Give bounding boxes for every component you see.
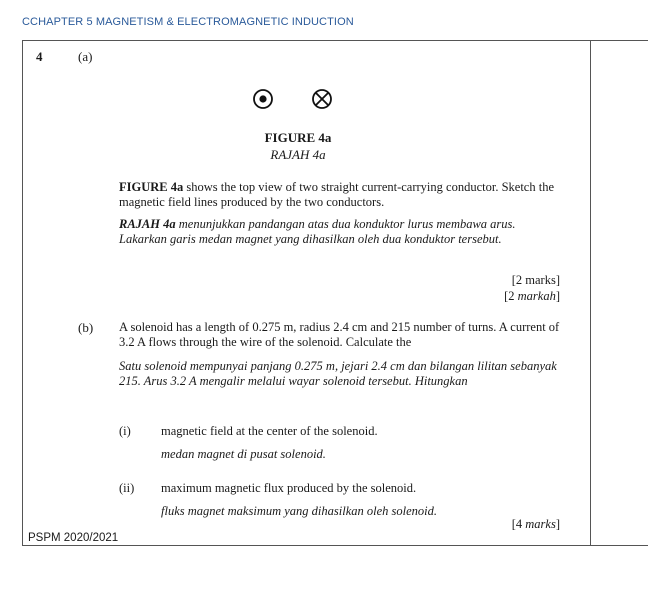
sub-ii-text-ms: fluks magnet maksimum yang dihasilkan oleh solenoid. [161, 504, 438, 518]
chapter-header: CCHAPTER 5 MAGNETISM & ELECTROMAGNETIC INDUCTION [22, 16, 354, 28]
part-a-marks-ms-word: markah [517, 289, 556, 303]
sub-ii-label: (ii) [119, 481, 135, 495]
figure-reference: FIGURE 4a [119, 180, 184, 194]
part-a-marks-ms-open: [2 [504, 289, 518, 303]
part-b-text-en: A solenoid has a length of 0.275 m, radius 2.4 cm and 215 number of turns. A current of 3.2 A flows through the wire of the solenoid. Calculate the [119, 320, 560, 349]
part-b-marks-open: [4 [511, 517, 526, 531]
part-a-marks-ms-close: ] [555, 289, 560, 303]
figure-title: FIGURE 4a [264, 130, 332, 145]
part-b-label: (b) [78, 320, 94, 335]
current-into-page-icon [313, 90, 331, 108]
part-a-text-ms-body: menunjukkan pandangan atas dua konduktor lurus membawa arus. Lakarkan garis medan magnet yang dihasilkan oleh dua konduktor tersebut. [119, 217, 516, 246]
part-a-marks-ms [504, 289, 560, 304]
part-a-text-en-body: shows the top view of two straight current-carrying conductor. Sketch the magnetic field lines produced by the two conductors. [119, 180, 554, 209]
part-a-text-ms [119, 217, 561, 247]
part-a-marks-en: [2 marks] [511, 273, 560, 287]
figure-4a-diagram [253, 86, 343, 112]
sub-i-text-en: magnetic field at the center of the solenoid. [161, 424, 378, 438]
part-b-text-ms: Satu solenoid mempunyai panjang 0.275 m, jejari 2.4 cm dan bilangan lilitan sebanyak 215. Arus 3.2 A mengalir melalui wayar solenoid tersebut. Hitungkan [119, 359, 557, 388]
current-out-of-page-icon [254, 90, 272, 108]
part-b-marks-word: marks [525, 517, 556, 531]
footer-session: PSPM 2020/2021 [28, 532, 119, 544]
figure-reference-ms: RAJAH 4a [119, 217, 176, 231]
part-b-marks-close: ] [555, 517, 560, 531]
figure-title-ms: RAJAH 4a [270, 147, 326, 162]
question-number: 4 [36, 49, 43, 64]
sub-i-text-ms: medan magnet di pusat solenoid. [161, 447, 326, 461]
part-b-marks [512, 517, 560, 532]
part-a-text-en [119, 180, 561, 210]
part-a-label: (a) [78, 49, 93, 64]
sub-i-label: (i) [119, 424, 131, 438]
sub-ii-text-en: maximum magnetic flux produced by the solenoid. [161, 481, 417, 495]
marks-column-divider [590, 40, 591, 546]
